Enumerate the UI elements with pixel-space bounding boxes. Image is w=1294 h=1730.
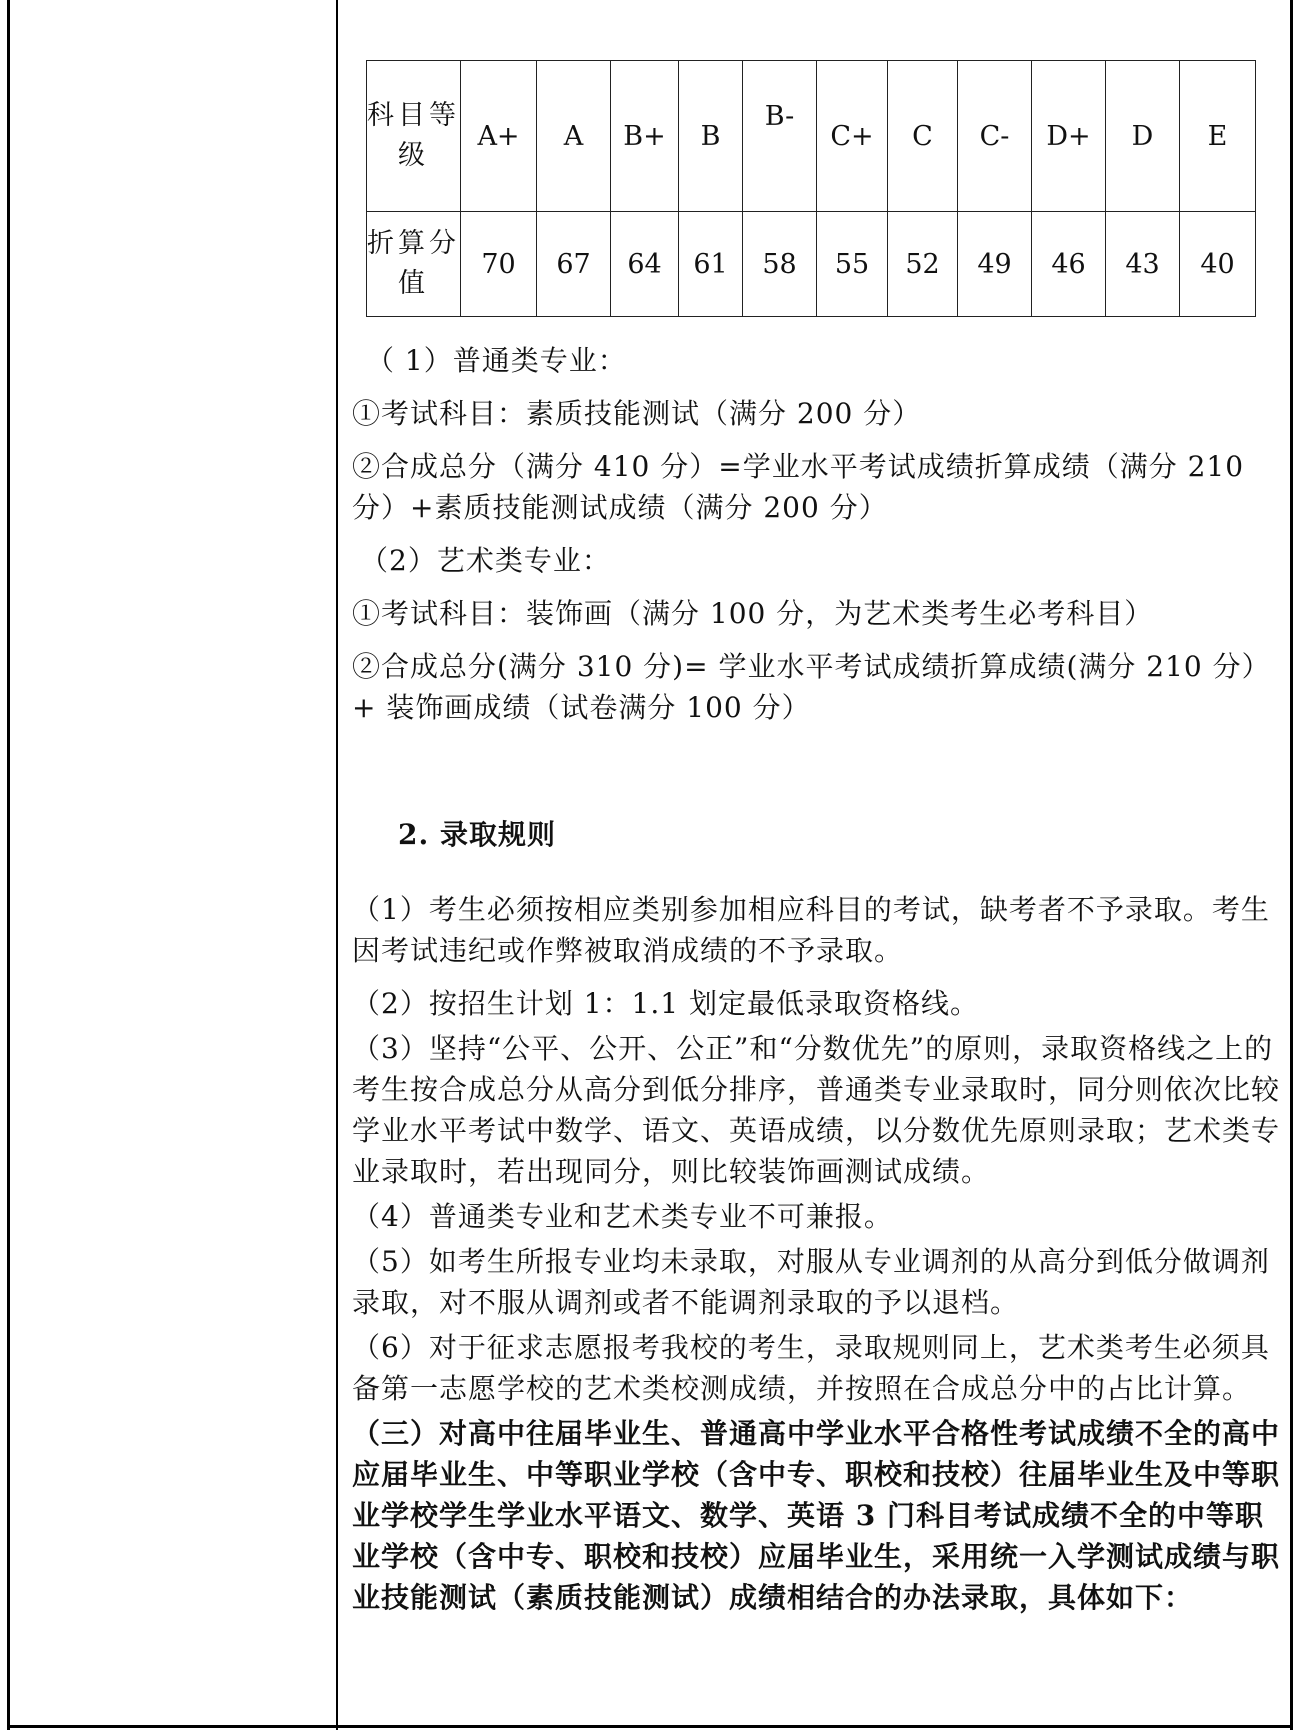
general-total-score: ②合成总分（满分 410 分）=学业水平考试成绩折算成绩（满分 210 分）+素质技能测试成绩（满分 200 分） bbox=[352, 450, 1245, 524]
grade-cell: C- bbox=[958, 61, 1032, 212]
score-cell: 46 bbox=[1032, 212, 1106, 317]
page-frame-column-divider bbox=[336, 0, 338, 1730]
score-cell: 52 bbox=[888, 212, 958, 317]
score-cell: 43 bbox=[1106, 212, 1180, 317]
page-frame-bottom-border bbox=[7, 1725, 1293, 1728]
rule-1: （1）考生必须按相应类别参加相应科目的考试，缺考者不予录取。考生因考试违纪或作弊被取消成绩的不予录取。 bbox=[352, 893, 1270, 967]
grade-cell: C+ bbox=[817, 61, 888, 212]
spacer bbox=[352, 381, 1282, 393]
general-major-heading: （ 1）普通类专业： bbox=[366, 344, 627, 377]
rule-4: （4）普通类专业和艺术类专业不可兼报。 bbox=[352, 1200, 893, 1233]
spacer bbox=[352, 728, 1282, 786]
grade-cell: D+ bbox=[1032, 61, 1106, 212]
score-cell: 67 bbox=[537, 212, 611, 317]
grade-cell: B- bbox=[743, 61, 817, 212]
grade-conversion-table bbox=[366, 60, 1256, 317]
score-cell: 55 bbox=[817, 212, 888, 317]
rule-6: （6）对于征求志愿报考我校的考生，录取规则同上，艺术类考生必须具备第一志愿学校的艺术类校测成绩，并按照在合成总分中的占比计算。 bbox=[352, 1331, 1270, 1405]
page-frame-right-border bbox=[1290, 0, 1293, 1730]
art-major-heading: （2）艺术类专业： bbox=[360, 544, 611, 577]
general-exam-subject: ①考试科目：素质技能测试（满分 200 分） bbox=[352, 397, 922, 430]
art-total-score: ②合成总分(满分 310 分)= 学业水平考试成绩折算成绩(满分 210 分） + 装饰画成绩（试卷满分 100 分） bbox=[352, 650, 1271, 724]
spacer bbox=[352, 434, 1282, 446]
spacer bbox=[352, 528, 1282, 540]
admission-rules-heading: 2. 录取规则 bbox=[398, 818, 556, 851]
grade-row bbox=[367, 61, 1256, 212]
grade-cell: A bbox=[537, 61, 611, 212]
spacer bbox=[352, 581, 1282, 593]
rule-5: （5）如考生所报专业均未录取，对服从专业调剂的从高分到低分做调剂录取，对不服从调剂或者不能调剂录取的予以退档。 bbox=[352, 1245, 1270, 1319]
grade-cell: B+ bbox=[611, 61, 679, 212]
grade-cell: C bbox=[888, 61, 958, 212]
rule-2: （2）按招生计划 1：1.1 划定最低录取资格线。 bbox=[352, 987, 979, 1020]
score-cell: 61 bbox=[679, 212, 743, 317]
spacer bbox=[352, 634, 1282, 646]
page-frame-left-border bbox=[7, 0, 10, 1730]
rule-3: （3）坚持“公平、公开、公正”和“分数优先”的原则，录取资格线之上的考生按合成总分从高分到低分排序，普通类专业录取时，同分则依次比较学业水平考试中数学、语文、英语成绩，以分数优先原则录取；艺术类专业录取时，若出现同分，则比较装饰画测试成绩。 bbox=[352, 1032, 1281, 1188]
grade-cell: B bbox=[679, 61, 743, 212]
grade-cell: D bbox=[1106, 61, 1180, 212]
score-cell: 40 bbox=[1180, 212, 1256, 317]
score-cell: 70 bbox=[461, 212, 537, 317]
grade-cell: E bbox=[1180, 61, 1256, 212]
grade-row-header: 科目等级 bbox=[367, 61, 461, 212]
score-row bbox=[367, 212, 1256, 317]
section-3-paragraph: （三）对高中往届毕业生、普通高中学业水平合格性考试成绩不全的高中应届毕业生、中等职业学校（含中专、职校和技校）往届毕业生及中等职业学校学生学业水平语文、数学、英语 3 门科目考试成绩不全的中等职业学校（含中专、职校和技校）应届毕业生，采用统一入学测试成绩与职业技能测试（素质技能测试）成绩相结合的办法录取，具体如下： bbox=[352, 1417, 1281, 1614]
spacer bbox=[352, 971, 1282, 983]
document-body bbox=[352, 340, 1282, 1618]
score-cell: 49 bbox=[958, 212, 1032, 317]
grade-cell: A+ bbox=[461, 61, 537, 212]
score-row-header: 折算分值 bbox=[367, 212, 461, 317]
art-exam-subject: ①考试科目：装饰画（满分 100 分，为艺术类考生必考科目） bbox=[352, 597, 1154, 630]
score-cell: 64 bbox=[611, 212, 679, 317]
score-cell: 58 bbox=[743, 212, 817, 317]
